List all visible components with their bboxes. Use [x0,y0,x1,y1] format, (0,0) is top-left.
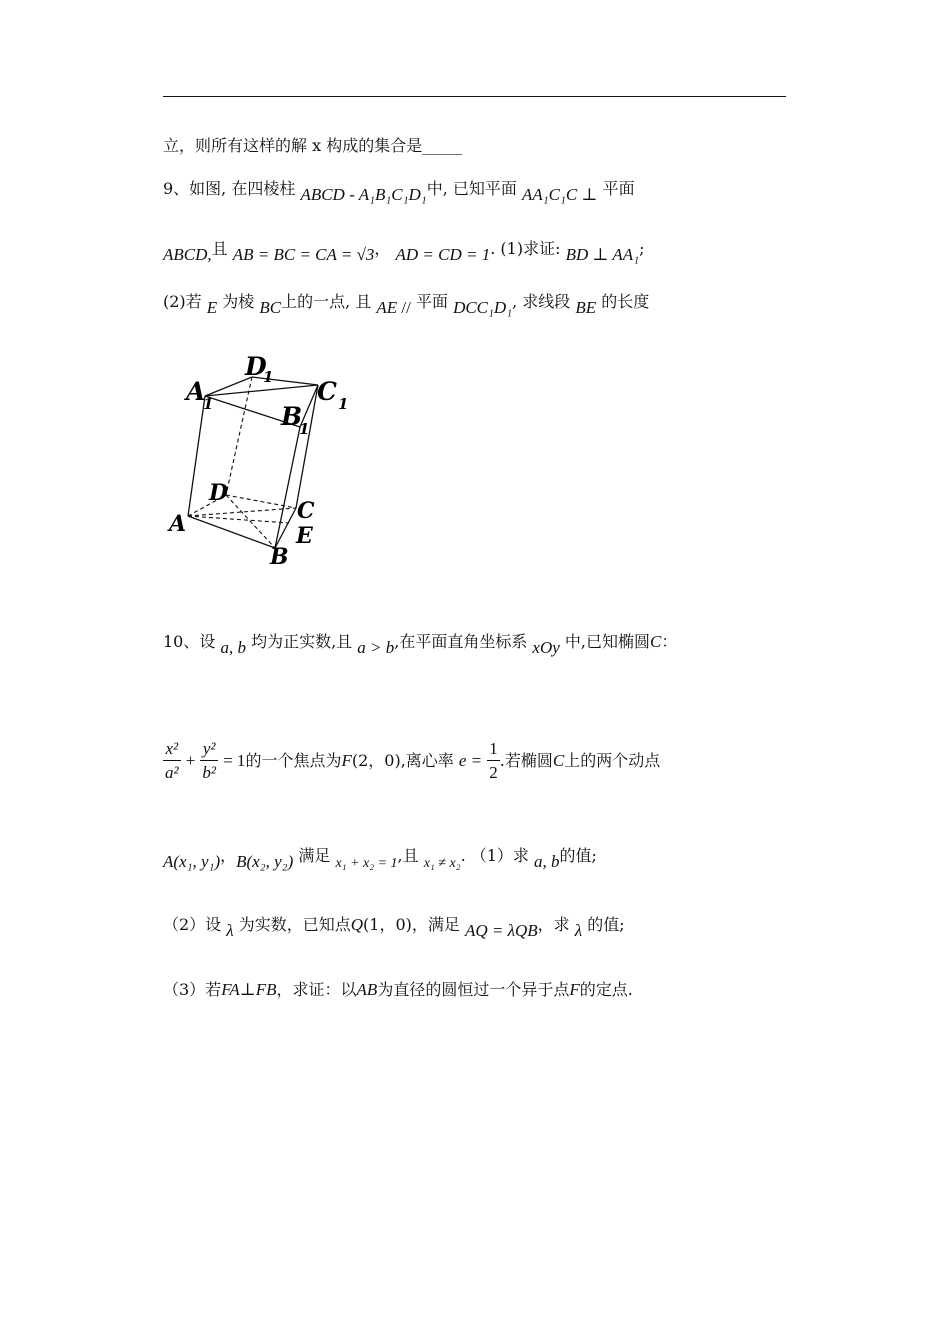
q10-ab: a, b [220,638,246,657]
label-d1-sub: 1 [263,368,274,386]
q10-part2b: 为实数，已知点 [238,915,351,934]
q10-ecc-e: e = [458,751,483,770]
frac-x2-a2 [163,738,181,785]
q10-point-a: A(x₁, y₁) [163,852,221,871]
label-c1-sub: 1 [338,395,349,413]
q10-neq: x₁ ≠ x₂ [423,856,461,871]
q10-number: 10、设 [163,632,216,651]
prev-question-tail [163,133,462,156]
q10-fafb: FA⊥FB [221,980,277,999]
q9-edge-bc: BC [259,298,282,317]
label-b: B [270,544,289,570]
q10-text3: 中,已知椭圆 [564,632,650,651]
q10-part3b: ，求证：以 [276,980,357,999]
q9-part2c: 上的一点, 且 [281,292,372,311]
frac-half [487,738,500,785]
frac-num-x2: x² [163,738,181,761]
q10-comma: ， [220,846,237,865]
q10-sum: x₁ + x₂ = 1 [335,856,398,871]
q9-text-end: 平面 [602,179,635,198]
label-a1: A [186,377,206,406]
q10-part3c: 为直径的圆恒过一个异于点 [377,980,570,999]
q10-text1: 均为正实数,且 [251,632,353,651]
q9-part2f: 的长度 [601,292,650,311]
label-d1: D [245,352,267,381]
q10-agtb: a > b [357,638,395,657]
q9-base: ABCD, [163,245,212,264]
q10-ab2: a, b [534,852,560,871]
q9-plane: AA₁C₁C ⊥ [522,185,598,204]
q9-semicolon: ; [639,239,645,258]
q9-line2 [163,236,645,264]
frac-den-a2: a² [165,763,179,782]
q10-lambda2: λ [574,921,583,940]
q9-ae: AE [376,298,398,317]
q9-prism: ABCD - A₁B₁C₁D₁ [300,185,427,204]
label-b1: B [281,402,303,431]
edge-a1c1 [205,385,318,396]
q10-line1 [163,629,678,657]
q9-segment-be: BE [575,298,597,317]
label-a: A [169,511,187,537]
q10-text2: ,在平面直角坐标系 [394,632,528,651]
top-rule [163,96,786,97]
q9-part2a: (2)若 [163,292,202,311]
frac-den-b2: b² [202,763,216,782]
q10-line5 [163,977,633,1000]
label-a1-sub: 1 [203,395,214,413]
label-b1-sub: 1 [299,420,310,438]
q9-text-mid: 中, 已知平面 [426,179,517,198]
q10-line3 [163,843,597,871]
frac-y2-b2 [200,738,218,785]
frac-den-2: 2 [489,763,498,782]
q10-colon: ： [661,632,678,651]
q10-text7: 满足 [298,846,331,865]
frac-num-y2: y² [200,738,218,761]
edge-dd1-hidden [226,377,252,495]
q10-point-f2: F [569,980,580,999]
q10-point-q: Q [350,915,364,934]
q9-line3 [163,289,650,317]
q10-part3a: （3）若 [163,980,222,999]
q9-plane2: DCC₁D₁ [453,298,513,317]
q10-focus-f: F [341,751,352,770]
q10-part2d: ，求 [537,915,570,934]
q10-plus: + [185,751,196,770]
q9-line1 [163,176,635,204]
q9-cond1: AB = BC = CA = √3 [232,245,375,264]
answer-blank: _____ [422,136,463,155]
q10-text6: 上的两个动点 [564,751,661,770]
q10-text5: .若椭圆 [499,751,553,770]
q9-point-e: E [206,298,218,317]
q10-text10: 的值; [559,846,597,865]
edge-aa1 [188,396,205,516]
label-c1: C [317,377,337,406]
frac-num-1: 1 [487,738,500,761]
q10-part2c: (1，0)，满足 [363,915,460,934]
q10-ellipse-c2: C [552,751,565,770]
q9-parallel: // [397,298,411,317]
q9-proof: BD ⊥ AA₁ [565,245,640,264]
q9-part2e: , 求线段 [512,292,571,311]
q10-text8: ,且 [397,846,419,865]
edge-bc [275,508,296,548]
q10-text4: 的一个焦点为 [245,751,342,770]
q10-line2 [163,738,660,785]
q10-focus-text: (2，0),离心率 [351,751,454,770]
q9-part2b: 为棱 [222,292,255,311]
q10-ab3: AB [356,980,378,999]
q10-eq1: = 1 [223,751,246,770]
q10-ellipse-c: C [649,632,662,651]
q10-part2a: （2）设 [163,915,222,934]
label-c: C [297,498,315,524]
q10-part2e: 的值; [587,915,625,934]
q10-vector-eq: AQ = λQB [465,921,538,940]
q9-qie: 且 [211,239,228,258]
q9-cond2: AD = CD = 1 [395,245,491,264]
label-d: D [209,480,229,506]
q9-number: 9、如图, 在四棱柱 [163,179,296,198]
q10-part3d: 的定点. [579,980,633,999]
q10-lambda: λ [226,921,234,940]
edge-ab [188,516,275,548]
q10-xoy: xOy [532,638,560,657]
label-e: E [296,523,313,549]
q9-comma: ， [374,239,391,258]
q10-text9: . （1）求 [460,846,529,865]
prism-figure [165,345,365,570]
q10-line4 [163,912,625,940]
q9-part1: . (1)求证: [490,239,561,258]
q9-part2d: 平面 [415,292,448,311]
prev-text: 立，则所有这样的解 x 构成的集合是 [163,136,423,155]
q10-point-b: B(x₂, y₂) [236,852,294,871]
